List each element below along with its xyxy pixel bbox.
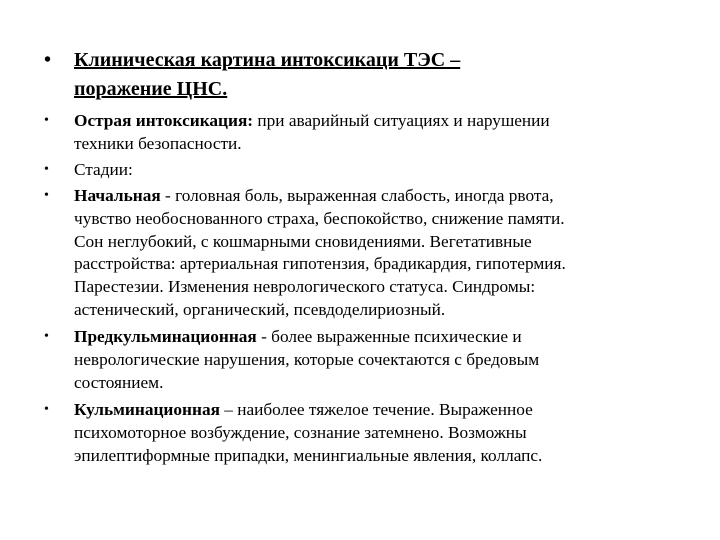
item-term: Предкульминационная: [74, 327, 257, 347]
item-line: [74, 185, 684, 208]
list-item-acute: [44, 110, 684, 156]
bullet-icon: •: [44, 329, 49, 345]
list-item-preculmination: [44, 326, 684, 395]
item-line: техники безопасности.: [74, 133, 242, 153]
bullet-icon: •: [44, 49, 52, 71]
bullet-icon: •: [44, 401, 49, 417]
item-term: Начальная: [74, 185, 161, 205]
item-text: - более выраженные психические и: [256, 327, 522, 347]
item-line: астенический, органический, псевдоделириозный.: [74, 300, 446, 320]
list-item-culmination: [44, 399, 684, 468]
list-item-stages: [44, 159, 684, 182]
item-term: Кульминационная: [74, 399, 220, 419]
item-line: [74, 326, 684, 349]
title-line-1: Клиническая картина интоксикаци ТЭС –: [74, 49, 461, 71]
content-list: [44, 110, 684, 468]
item-term: Острая интоксикация:: [74, 111, 254, 130]
item-line: эпилептиформные припадки, менингиальные явления, коллапс.: [74, 445, 543, 465]
item-line: Сон неглубокий, с кошмарными сновидениями. Вегетативные: [74, 231, 532, 251]
list-item-initial: [44, 185, 684, 322]
item-line: психомоторное возбуждение, сознание затемнено. Возможны: [74, 422, 527, 442]
item-line: неврологические нарушения, которые сочектаются с бредовым: [74, 350, 540, 370]
item-line: состоянием.: [74, 372, 164, 392]
bullet-icon: •: [44, 187, 49, 203]
item-text: при аварийный ситуациях и нарушении: [253, 111, 550, 130]
item-line: Парестезии. Изменения неврологического статуса. Синдромы:: [74, 277, 536, 297]
slide-title: [44, 46, 684, 104]
item-line: чувство необоснованного страха, беспокойство, снижение памяти.: [74, 208, 565, 228]
item-line: расстройства: артериальная гипотензия, брадикардия, гипотермия.: [74, 254, 566, 274]
item-text: - головная боль, выраженная слабость, иногда рвота,: [160, 185, 554, 205]
bullet-icon: •: [44, 161, 49, 177]
bullet-icon: •: [44, 113, 49, 128]
item-line: [74, 110, 684, 133]
item-line: [74, 399, 684, 422]
item-text: – наиболее тяжелое течение. Выраженное: [219, 399, 533, 419]
item-line: [74, 159, 684, 182]
item-text: Стадии:: [74, 159, 133, 179]
title-line-2: поражение ЦНС.: [74, 78, 228, 100]
